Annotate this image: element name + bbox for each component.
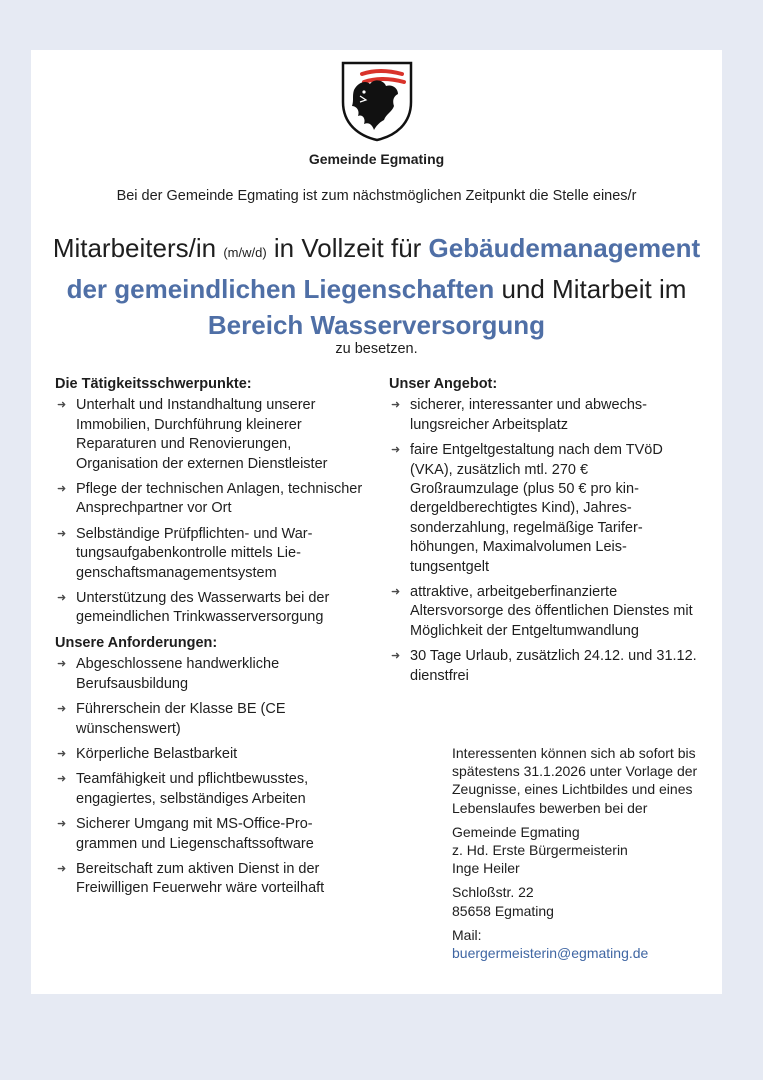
job-ad-sheet [31, 50, 722, 994]
offer-list [389, 396, 699, 686]
left-column [55, 375, 365, 905]
contact-org: Gemeinde Egmating [452, 823, 580, 840]
arrow-icon: ➜ [57, 703, 67, 716]
arrow-icon: ➜ [57, 862, 67, 875]
list-item: ➜ Sicherer Umgang mit MS-Office-Programmen und Liegenschaftssoftware [57, 816, 314, 852]
arrow-icon: ➜ [391, 444, 401, 457]
list-item: ➜ sicherer, interessanter und abwechslungsreicher Arbeitsplatz [391, 397, 647, 433]
contact-person: Inge Heiler [452, 860, 520, 877]
arrow-icon: ➜ [57, 592, 67, 605]
intro-text: Bei der Gemeinde Egmating ist zum nächstmöglichen Zeitpunkt die Stelle eines/r [116, 188, 637, 204]
arrow-icon: ➜ [57, 527, 67, 540]
requirements-list [55, 655, 365, 898]
list-item: ➜ Körperliche Belastbarkeit [55, 745, 365, 764]
list-item: ➜ Unterstützung des Wasserwarts bei der gemeindlichen Trinkwasserversorgung [57, 590, 330, 626]
contact-attn: z. Hd. Erste Bürgermeisterin [452, 842, 628, 859]
arrow-icon: ➜ [391, 399, 401, 412]
list-item: ➜ faire Entgeltgestaltung nach dem TVöD (VKA), zusätzlich mtl. 270 € Großraumzulage (plus 50 € pro kindergeldberechtigtes Kind), Jahressonderzahlung, regelmäßige Tariferhöhungen, Maximalvolumen Leistungsentgelt [391, 442, 663, 575]
occupy-text: zu besetzen. [335, 341, 418, 357]
arrow-icon: ➜ [57, 747, 67, 760]
contact-street-block [452, 883, 712, 919]
list-item: ➜ attraktive, arbeitgeberfinanzierte Altersvorsorge des öffentlichen Dienstes mit Möglichkeit der Entgeltumwandlung [391, 584, 693, 639]
coat-of-arms-icon [340, 60, 414, 142]
arrow-icon: ➜ [57, 818, 67, 831]
contact-block [452, 744, 712, 968]
duties-heading: Die Tätigkeitsschwerpunkte: [55, 376, 252, 392]
list-item: ➜ Führerschein der Klasse BE (CE wünschenswert) [57, 701, 286, 737]
arrow-icon: ➜ [391, 650, 401, 663]
list-item: ➜ Teamfähigkeit und pflichtbewusstes, engagiertes, selbständiges Arbeiten [57, 771, 309, 807]
offer-heading: Unser Angebot: [389, 376, 498, 392]
right-column [389, 375, 699, 692]
requirements-heading: Unsere Anforderungen: [55, 634, 218, 651]
title-highlight-2: Bereich Wasserversorgung [207, 310, 546, 340]
arrow-icon: ➜ [57, 658, 67, 671]
mail-label: Mail: [452, 926, 482, 943]
duties-list [55, 396, 365, 627]
organization-name: Gemeinde Egmating [308, 151, 445, 167]
contact-city: 85658 Egmating [452, 902, 554, 919]
contact-address [452, 823, 712, 878]
job-title [51, 230, 702, 343]
gender-note: (m/w/d) [223, 245, 267, 260]
title-part-2: in Vollzeit für [273, 233, 422, 263]
list-item: ➜ Bereitschaft zum aktiven Dienst in der Freiwilligen Feuerwehr wäre vorteilhaft [57, 860, 325, 897]
title-part-1: Mitarbeiters/in [52, 233, 217, 263]
title-highlight-1: Gebäudemanagement der gemeindlichen Liegenschaften [66, 233, 701, 304]
list-item: ➜ 30 Tage Urlaub, zusätzlich 24.12. und 31.12. dienstfrei [391, 648, 697, 684]
list-item: ➜ Unterhalt und Instandhaltung unserer Immobilien, Durchführung kleinerer Reparaturen und Renovierungen, Organisation der externen Dienstleister [57, 397, 328, 472]
contact-street: Schloßstr. 22 [452, 884, 534, 901]
contact-text: Interessenten können sich ab sofort bis spätestens 31.1.2026 unter Vorlage der Zeugnisse, eines Lichtbildes und eines Lebenslaufes bewerben bei der [452, 745, 698, 816]
arrow-icon: ➜ [391, 586, 401, 599]
title-part-3: und Mitarbeit im [501, 274, 687, 304]
list-item: ➜ Abgeschlossene handwerkliche Berufsausbildung [57, 656, 280, 692]
arrow-icon: ➜ [57, 483, 67, 496]
contact-mail-block [452, 926, 712, 962]
mail-link[interactable]: buergermeisterin@egmating.de [452, 945, 649, 962]
arrow-icon: ➜ [57, 399, 67, 412]
list-item: ➜ Selbständige Prüfpflichten- und Wartungsaufgabenkontrolle mittels Liegenschaftsmanagementsystem [57, 525, 313, 581]
arrow-icon: ➜ [57, 773, 67, 786]
list-item: ➜ Pflege der technischen Anlagen, technischer Ansprechpartner vor Ort [57, 481, 363, 517]
